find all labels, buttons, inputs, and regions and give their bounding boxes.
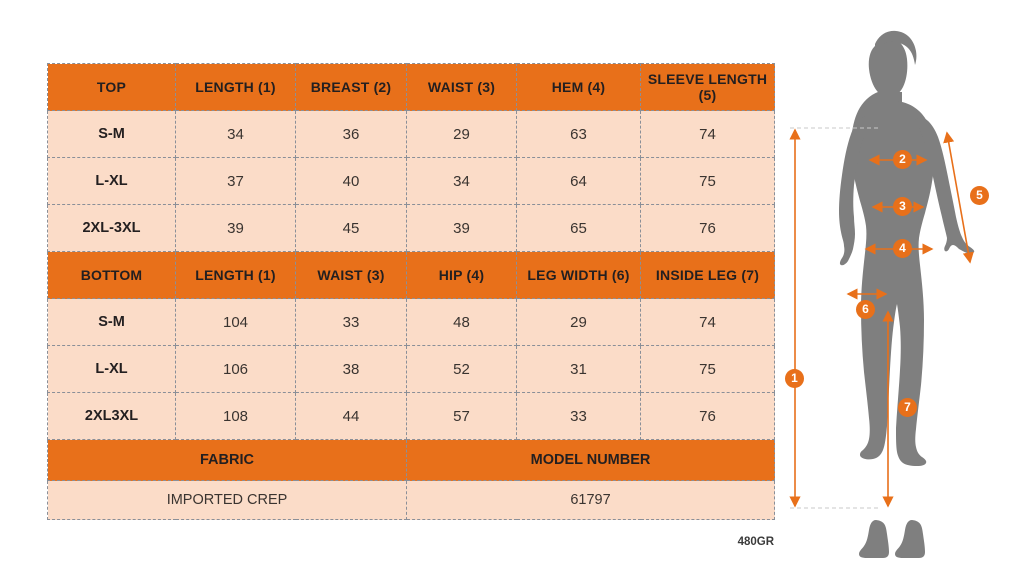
cell-top-2xl-breast: 45 [296,205,407,252]
cell-bottom-sm-insideleg: 74 [641,299,775,346]
cell-fabric-value: IMPORTED CREP [48,481,407,520]
row-label-top-lxl: L-XL [48,158,176,205]
measurement-marker-7: 7 [898,398,917,417]
bottom-header-row [48,252,775,299]
cell-bottom-lxl-insideleg: 75 [641,346,775,393]
header-cell-fabric: FABRIC [48,440,407,481]
cell-bottom-sm-length: 104 [176,299,296,346]
fabric-header-row [48,440,775,481]
header-cell-length: LENGTH (1) [176,64,296,111]
cell-bottom-2xl-hip: 57 [407,393,517,440]
cell-top-lxl-hem: 64 [517,158,641,205]
row-label-bottom-lxl: L-XL [48,346,176,393]
product-code: 480GR [737,536,774,548]
top-header-row [48,64,775,111]
cell-bottom-2xl-length: 108 [176,393,296,440]
header-cell-top: TOP [48,64,176,111]
cell-top-sm-sleeve: 74 [641,111,775,158]
cell-top-lxl-waist: 34 [407,158,517,205]
cell-bottom-lxl-waist: 38 [296,346,407,393]
header-cell-waist: WAIST (3) [407,64,517,111]
fabric-value-row [48,481,775,520]
table-row [48,205,775,252]
header-cell-model-number: MODEL NUMBER [407,440,775,481]
header-cell-leg-width: LEG WIDTH (6) [517,252,641,299]
cell-bottom-2xl-legwidth: 33 [517,393,641,440]
cell-top-lxl-sleeve: 75 [641,158,775,205]
cell-bottom-lxl-length: 106 [176,346,296,393]
cell-top-sm-breast: 36 [296,111,407,158]
cell-bottom-lxl-legwidth: 31 [517,346,641,393]
table-row [48,299,775,346]
cell-bottom-lxl-hip: 52 [407,346,517,393]
cell-model-number-value: 61797 [407,481,775,520]
cell-top-2xl-hem: 65 [517,205,641,252]
measurement-marker-5: 5 [970,186,989,205]
cell-top-2xl-waist: 39 [407,205,517,252]
header-cell-inside-leg: INSIDE LEG (7) [641,252,775,299]
table-row [48,158,775,205]
female-body-silhouette [780,0,1024,568]
measurement-marker-6: 6 [856,300,875,319]
cell-bottom-2xl-insideleg: 76 [641,393,775,440]
cell-bottom-2xl-waist: 44 [296,393,407,440]
row-label-top-sm: S-M [48,111,176,158]
table-row [48,111,775,158]
measurement-marker-3: 3 [893,197,912,216]
cell-top-lxl-length: 37 [176,158,296,205]
cell-top-2xl-length: 39 [176,205,296,252]
header-cell-bottom-waist: WAIST (3) [296,252,407,299]
cell-top-sm-hem: 63 [517,111,641,158]
cell-bottom-sm-hip: 48 [407,299,517,346]
cell-top-lxl-breast: 40 [296,158,407,205]
row-label-top-2xl3xl: 2XL-3XL [48,205,176,252]
row-label-bottom-sm: S-M [48,299,176,346]
header-cell-bottom-length: LENGTH (1) [176,252,296,299]
header-cell-hip: HIP (4) [407,252,517,299]
header-cell-bottom: BOTTOM [48,252,176,299]
size-chart-table [47,63,775,520]
table-row [48,393,775,440]
measurement-figure-panel [780,0,1024,568]
cell-bottom-sm-waist: 33 [296,299,407,346]
cell-top-sm-length: 34 [176,111,296,158]
cell-top-2xl-sleeve: 76 [641,205,775,252]
measurement-marker-4: 4 [893,239,912,258]
table-row [48,346,775,393]
measurement-marker-1: 1 [785,369,804,388]
row-label-bottom-2xl3xl: 2XL3XL [48,393,176,440]
cell-top-sm-waist: 29 [407,111,517,158]
header-cell-hem: HEM (4) [517,64,641,111]
measurement-marker-2: 2 [893,150,912,169]
header-cell-sleeve-length: SLEEVE LENGTH (5) [641,64,775,111]
header-cell-breast: BREAST (2) [296,64,407,111]
cell-bottom-sm-legwidth: 29 [517,299,641,346]
